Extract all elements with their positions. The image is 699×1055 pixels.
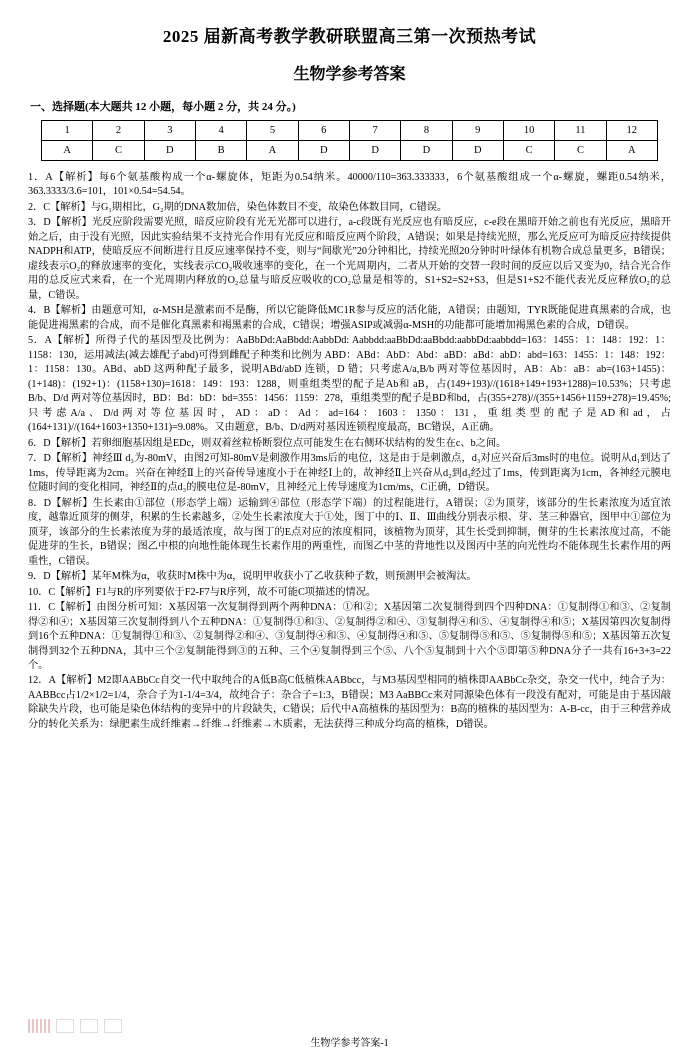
question-number: 11	[555, 121, 606, 141]
explanation-item: 5．A【解析】所得子代的基因型及比例为：AaBbDd:AaBbdd:AabbDd: Aabbdd:aaBbDd:aaBbdd:aabbDd:aabbdd=163：1455：1：148：192：1：1158：130，运用减法(减去雄配子abd)可得到雌配子种类和比例为 ABD：ABd：AbD：Abd：aBD：aBd：abD：abd=163：1455：1：148：192：1：1158：130。ABd、abD 这两种配子最多，说明ABd/abD 连锁，D 错；只考虑A/a,B/b 两对等位基因时，AB：Ab：aB：ab=(163+1455)：(1+148)：(192+1)：(1158+130)=1618：149：193：1288，则重组类型的配子是Ab和 aB，占(149+193)//(1618+149+193+1288)=10.53%；只考虑 B/b、D/d 两对等位基因时，BD：Bd：bD：bd=355：1456：1159：278，重组类型的配子是BD和bd，占(355+278)//(355+1456+1159+278)=19.45%;只考虑A/a、D/d两对等位基因时，AD：aD：Ad：ad=164：1603：1350：131，重组类型的配子是AD和ad，占(164+131)//(164+1603+1350+131)=9.08%。又由题意，B/b、D/d两对基因连锁程度最高，BC错误，A正确。	[28, 335, 671, 434]
table-row-answers	[42, 141, 658, 161]
question-number: 10	[503, 121, 554, 141]
explanation-item: 8．D【解析】生长素由①部位（形态学上端）运输到④部位（形态学下端）的过程能进行，A错误；②为顶芽，该部分的生长素浓度为适宜浓度，越靠近顶芽的侧芽，积累的生长素越多，②处生长素浓度大于①处，图丁中的Ⅰ、Ⅱ、Ⅲ曲线分别表示根、芽、茎三种器官，图甲中①部位为顶芽，该部分的生长素浓度为芽的最适浓度，故与图丁的E点对应的浓度相同，该植物为顶芽，其生长受到抑制，侧芽的生长素浓度过高，不能促进芽的生长，B错误；图乙中根的向地性能体现生长素作用的两重性，而图乙中茎的背地性以及图丙中茎的向光性均不能体现生长素作用的两重性，C错误。	[28, 497, 671, 567]
table-row-numbers	[42, 121, 658, 141]
answer-cell: D	[452, 141, 503, 161]
explanation-item: 6．D【解析】若卵细胞基因组是EDc，则双着丝粒桥断裂位点可能发生在右侧环状结构的发生在c、b之间。	[28, 437, 507, 449]
explanations-list	[28, 171, 671, 732]
qr-code-icon	[80, 1019, 98, 1033]
qr-code-icon	[56, 1019, 74, 1033]
question-number: 9	[452, 121, 503, 141]
answer-cell: B	[195, 141, 246, 161]
question-number: 7	[349, 121, 400, 141]
section-heading-choice: 一、选择题(本大题共 12 小题，每小题 2 分，共 24 分。)	[30, 101, 296, 113]
answer-cell: A	[247, 141, 298, 161]
answer-cell: C	[503, 141, 554, 161]
question-number: 6	[298, 121, 349, 141]
explanation-item: 2．C【解析】与G₁期相比，G₂期的DNA数加倍，染色体数目不变，故染色体数目同，C错误。	[28, 201, 448, 213]
page-footer: 生物学参考答案-1	[310, 1038, 389, 1049]
answer-cell: D	[144, 141, 195, 161]
question-number: 12	[606, 121, 657, 141]
answers-table	[41, 120, 658, 161]
qr-code-icon	[104, 1019, 122, 1033]
question-number: 2	[93, 121, 144, 141]
answer-cell: C	[555, 141, 606, 161]
question-number: 3	[144, 121, 195, 141]
answer-cell: D	[349, 141, 400, 161]
answer-cell: D	[298, 141, 349, 161]
explanation-item: 10．C【解析】F1与R的序列要依于F2-F7与R序列，故不可能C项描述的情况。	[28, 586, 377, 598]
answer-cell: A	[606, 141, 657, 161]
explanation-item: 4．B【解析】由题意可知，α-MSH是激素而不是酶，所以它能降低MC1R参与反应的活化能，A错误；由题知，TYR既能促进真黑素的合成，也能促进褐黑素的合成，而不是催化真黑素和褐黑素的合成，C错误；增强ASIP或减弱α-MSH的功能都可能增加褐黑色素的合成，D错误。	[28, 305, 671, 331]
explanation-item: 1．A【解析】每6个氨基酸构成一个α-螺旋体，矩距为0.54纳米。40000/110=363.333333，6个氨基酸组成一个α-螺旋，螺距0.54纳米，363.3333/3.6=101，101×0.54=54.54。	[28, 172, 671, 198]
answer-cell: D	[401, 141, 452, 161]
answer-cell: C	[93, 141, 144, 161]
page-subtitle: 生物学参考答案	[293, 66, 406, 83]
explanation-item: 7．D【解析】神经Ⅲ d₃为-80mV，由图2可知-80mV是刺激作用3ms后的电位，这是由于是刺激点，d₃对应兴奋后3ms时的电位。说明从d₁到达了1ms，传导距离为2cm。兴奋在神经Ⅱ上的兴奋传导速度小于在神经Ⅰ上的，故神经Ⅱ上兴奋从d₂到d₃经过了1ms，传到距离为1cm，各神经元膜电位随时间的变化相同，神经Ⅱ的点d₃的膜电位是-80mV，且神经元上传导速度为1cm/ms，C正确，D错误。	[28, 453, 671, 494]
answer-cell: A	[42, 141, 93, 161]
explanation-item: 9．D【解析】某年M株为α，收获时M株中为α，说明甲收获小了乙收获种子数，则预测甲会被淘汰。	[28, 571, 477, 583]
page-title: 2025 届新高考教学教研联盟高三第一次预热考试	[162, 27, 537, 46]
question-number: 1	[42, 121, 93, 141]
logo-icon	[28, 1019, 50, 1033]
explanation-item: 3．D【解析】光反应阶段需要光照，暗反应阶段有光无光都可以进行，a-c段既有光反应也有暗反应，c-e段在黑暗开始之前也有光反应，黑暗开始之后，由于没有光照，因此实验结果不支持光合作用有光反应和暗反应两个阶段，A错误；如果是持续光照，那么光反应可为暗反应持续提供NADPH和ATP，使暗反应不间断进行且反应速率保持不变，则与“间歇光”20分钟相比，持续光照20分钟时叶绿体有机物合成总量更多，B错误；虚线表示O₂的释放速率的变化，实线表示CO₂吸收速率的变化，在一个光周期内，二者从开始的交替一段时间的反应以后又变为0，结合光合作用的总反应式来看，在一个光周期内释放的O₂总量与暗反应吸收的CO₂总量是相等的，S1+S2=S2+S3，但是S1+S2不能代表光反应释放O₂的总量，C错误。	[28, 217, 671, 301]
question-number: 5	[247, 121, 298, 141]
explanation-item: 12．A【解析】M2即AABbCc自交一代中取纯合的A低B高C低植株AABbcc，与M3基因型相同的植株即AABbCc杂交，杂交一代中，纯合子为：AABBcc占1/2×1/2=1/4，杂合子为1-1/4=3/4，故纯合子：杂合子=1:3，B错误；M3 AaBBCc来对同源染色体有一段没有配对，可能是由于基因敲除缺失片段，也可能是染色体结构的变异中的片段缺失，C错误；后代中A高植株的基因型为：B高的植株的基因型为：A-B-cc，由于三种营养成分的转化关系为：绿肥素生成纤维素→纤维→纤维素→木质素，无法获得三种成分均高的植株，D错误。	[28, 675, 671, 730]
watermark-logo	[28, 1019, 122, 1033]
question-number: 8	[401, 121, 452, 141]
explanation-item: 11．C【解析】由图分析可知：X基因第一次复制得到两个两种DNA：①和②；X基因第二次复制得到四个四种DNA：①复制得①和③、②复制得②和④；X基因第三次复制得到八个五种DNA：①复制得①和③、②复制得②和④、③复制得④和⑤、④复制得④和⑤；X基因第四次复制得到16个五种DNA：①复制得①和③、②复制得②和④、③复制得④和⑤、④复制得④和⑤、⑤复制得⑤和⑤、⑤复制得⑤和⑤；X基因第五次复制得到32个五种DNA，其中三个②复制能得到③的五种、三个④复制得到三个⑤、八个⑤复制到十六个⑤即第⑤种DNA分子一共有16+3+3=22个。	[28, 602, 671, 671]
question-number: 4	[195, 121, 246, 141]
